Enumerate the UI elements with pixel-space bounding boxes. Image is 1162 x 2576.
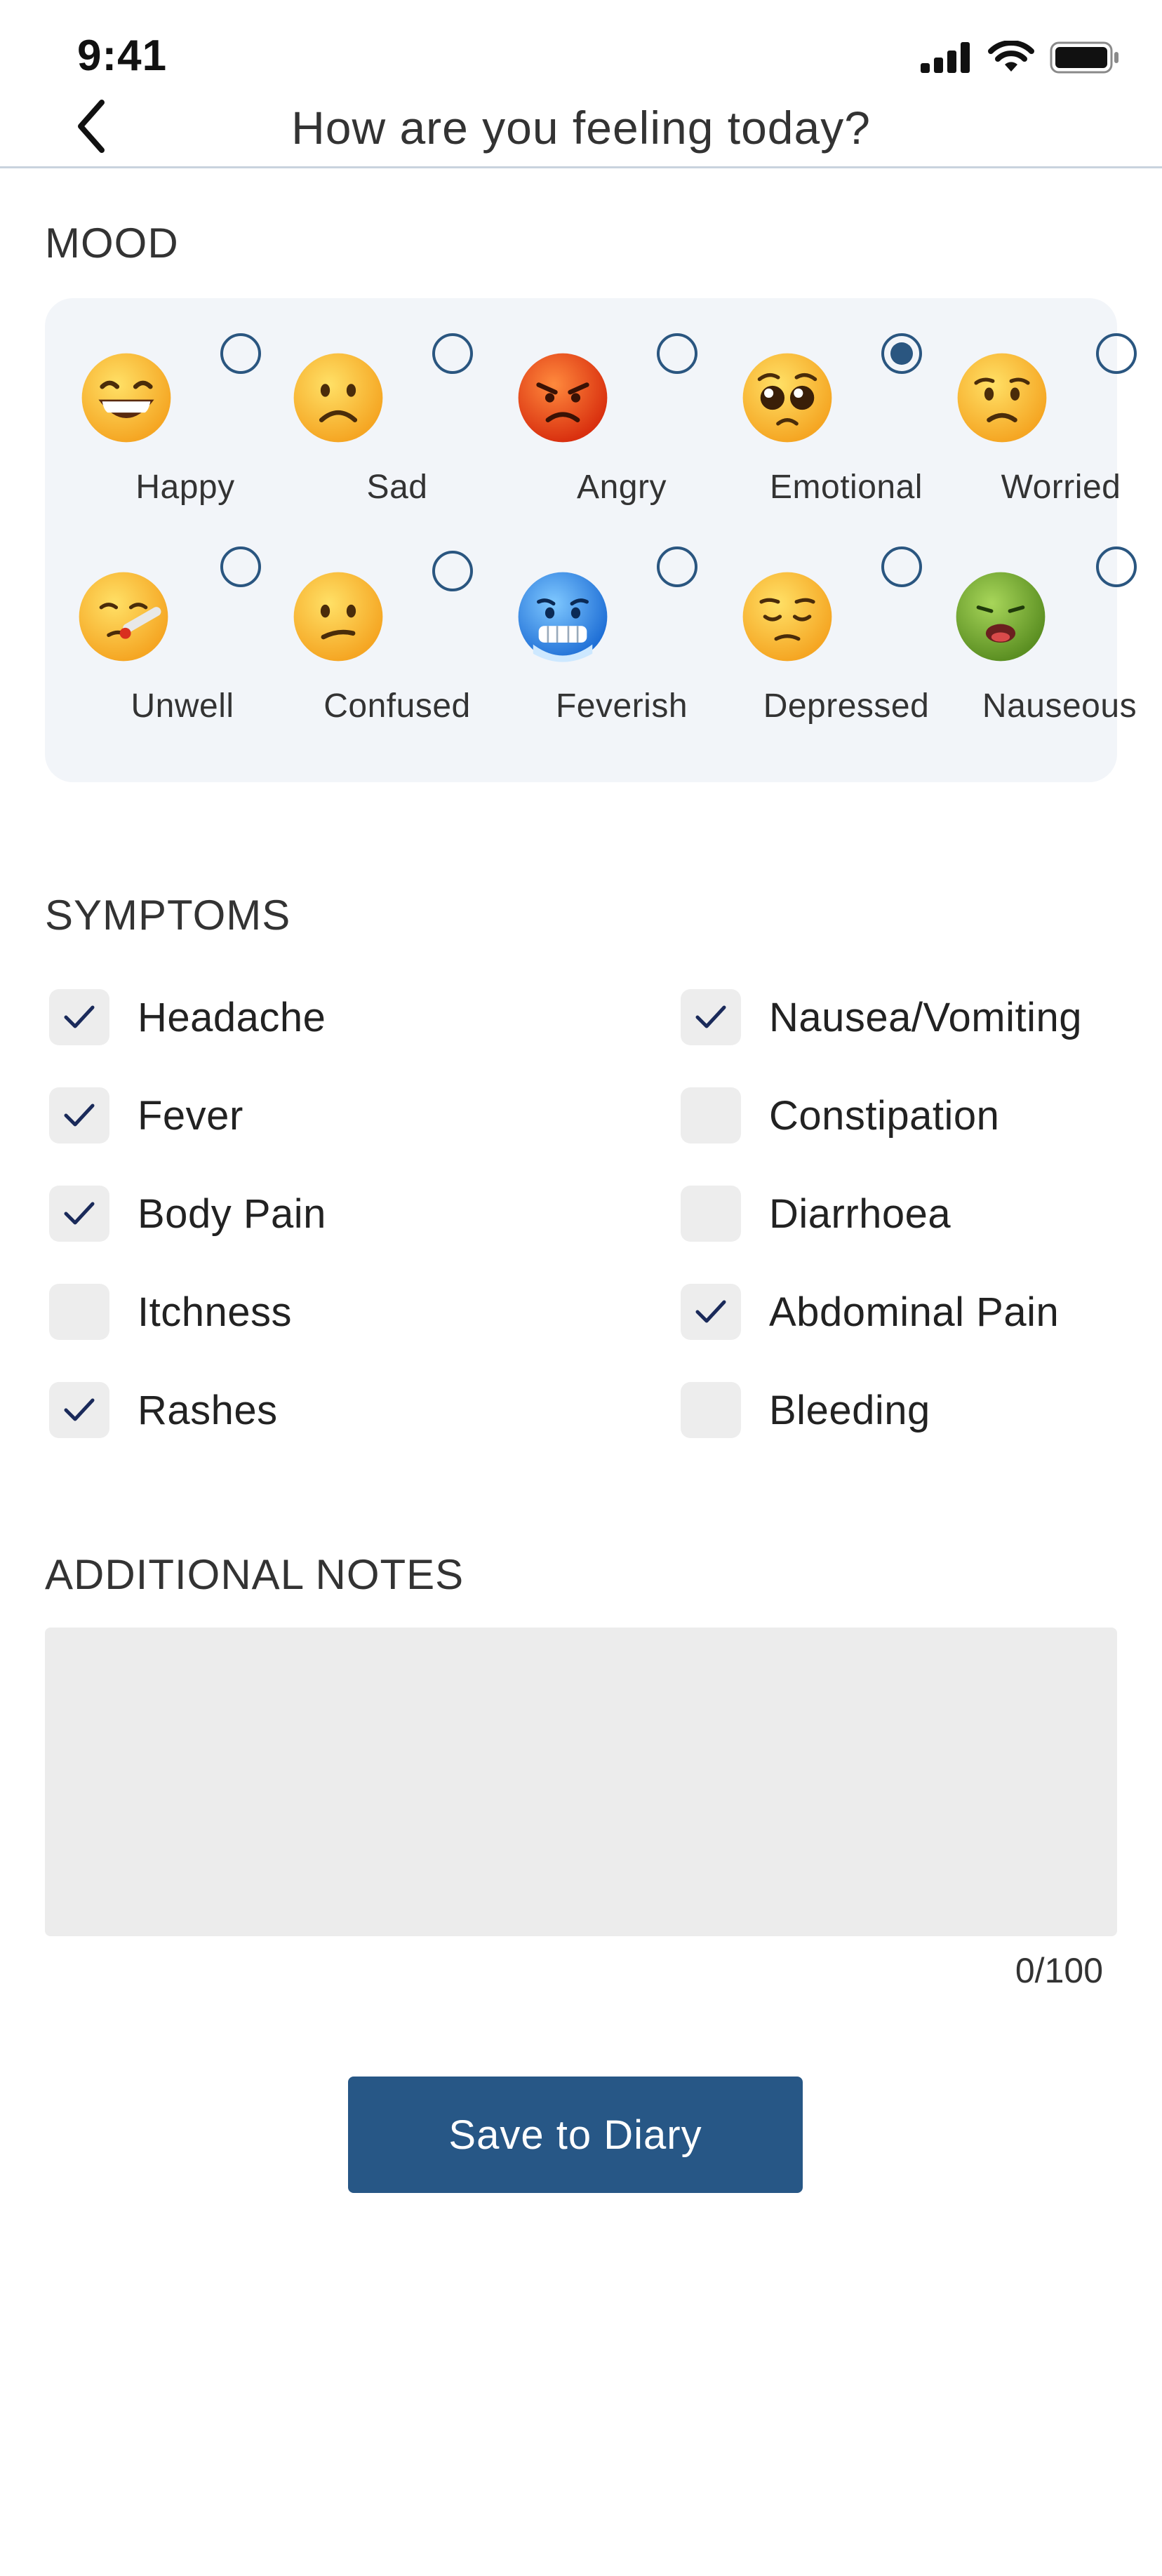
mood-label: Angry — [577, 469, 667, 506]
pleading-face-icon — [741, 351, 834, 444]
angry-face-icon — [516, 351, 609, 444]
cold-face-icon — [516, 570, 609, 663]
frowning-face-icon — [292, 351, 385, 444]
mood-label: Confused — [323, 687, 471, 725]
mood-radio-nauseous[interactable] — [1096, 546, 1137, 587]
mood-option-unwell[interactable] — [77, 531, 288, 725]
symptom-label: Headache — [138, 994, 326, 1040]
notes-section-title: ADDITIONAL NOTES — [45, 1551, 465, 1598]
mood-radio-emotional[interactable] — [881, 333, 922, 374]
symptom-checkbox[interactable] — [49, 1186, 109, 1242]
checkmark-icon — [63, 1005, 95, 1030]
mood-radio-happy[interactable] — [220, 333, 261, 374]
status-time: 9:41 — [77, 32, 168, 80]
checkmark-icon — [63, 1103, 95, 1128]
mood-option-nauseous[interactable] — [954, 531, 1162, 725]
page-title: How are you feeling today? — [291, 102, 871, 154]
mood-section-title: MOOD — [45, 220, 179, 267]
mood-option-worried[interactable] — [956, 312, 1162, 506]
mood-radio-unwell[interactable] — [220, 546, 261, 587]
symptom-label: Fever — [138, 1092, 243, 1139]
symptom-label: Itchness — [138, 1289, 292, 1335]
mood-radio-angry[interactable] — [657, 333, 697, 374]
mood-label: Happy — [135, 469, 235, 506]
symptom-abdominal-pain[interactable] — [681, 1284, 1059, 1340]
checkmark-icon — [63, 1397, 95, 1423]
symptoms-section-title: SYMPTOMS — [45, 892, 291, 939]
wifi-icon — [988, 41, 1034, 74]
status-bar — [0, 0, 1162, 91]
additional-notes-input[interactable] — [45, 1628, 1117, 1936]
worried-face-icon — [956, 351, 1048, 444]
char-counter: 0/100 — [1015, 1951, 1103, 1990]
symptom-constipation[interactable] — [681, 1087, 999, 1143]
mood-option-sad[interactable] — [292, 312, 502, 506]
symptom-label: Diarrhoea — [769, 1190, 951, 1237]
symptom-label: Body Pain — [138, 1190, 326, 1237]
mood-option-confused[interactable] — [292, 531, 502, 725]
symptom-bleeding[interactable] — [681, 1382, 930, 1438]
mood-radio-depressed[interactable] — [881, 546, 922, 587]
pensive-face-icon — [741, 570, 834, 663]
mood-label: Nauseous — [982, 687, 1137, 725]
symptom-headache[interactable] — [49, 989, 326, 1045]
symptom-checkbox[interactable] — [49, 989, 109, 1045]
mood-radio-confused[interactable] — [432, 551, 473, 591]
mood-label: Feverish — [555, 687, 688, 725]
mood-option-depressed[interactable] — [741, 531, 951, 725]
status-icons — [921, 41, 1120, 74]
symptom-rashes[interactable] — [49, 1382, 278, 1438]
save-to-diary-button[interactable]: Save to Diary — [348, 2077, 803, 2193]
header — [0, 91, 1162, 168]
checkmark-icon — [63, 1201, 95, 1226]
mood-radio-feverish[interactable] — [657, 546, 697, 587]
symptom-checkbox[interactable] — [49, 1382, 109, 1438]
nauseated-face-icon — [954, 570, 1047, 663]
symptom-fever[interactable] — [49, 1087, 243, 1143]
mood-radio-sad[interactable] — [432, 333, 473, 374]
symptom-body-pain[interactable] — [49, 1186, 326, 1242]
mood-label: Worried — [1001, 469, 1121, 506]
grinning-face-icon — [80, 351, 173, 444]
mood-label: Depressed — [763, 687, 930, 725]
symptom-checkbox[interactable] — [681, 1186, 741, 1242]
mood-option-angry[interactable] — [516, 312, 727, 506]
thermometer-face-icon — [77, 570, 170, 663]
symptom-checkbox[interactable] — [49, 1284, 109, 1340]
mood-panel — [45, 298, 1137, 782]
battery-icon — [1050, 41, 1120, 74]
mood-label: Unwell — [131, 687, 234, 725]
checkmark-icon — [695, 1299, 727, 1324]
symptom-checkbox[interactable] — [681, 1382, 741, 1438]
confused-face-icon — [292, 570, 385, 663]
mood-option-happy[interactable] — [80, 312, 290, 506]
symptom-checkbox[interactable] — [681, 1087, 741, 1143]
symptom-checkbox[interactable] — [681, 1284, 741, 1340]
mood-label: Sad — [366, 469, 428, 506]
symptom-label: Bleeding — [769, 1387, 930, 1433]
symptom-checkbox[interactable] — [49, 1087, 109, 1143]
mood-option-feverish[interactable] — [516, 531, 727, 725]
symptom-label: Rashes — [138, 1387, 278, 1433]
symptom-label: Constipation — [769, 1092, 1000, 1139]
mood-option-emotional[interactable] — [741, 312, 951, 506]
symptom-label: Abdominal Pain — [769, 1289, 1060, 1335]
symptom-checkbox[interactable] — [681, 989, 741, 1045]
symptom-nausea-vomiting[interactable] — [681, 989, 1082, 1045]
mood-radio-worried[interactable] — [1096, 333, 1137, 374]
symptom-itchness[interactable] — [49, 1284, 292, 1340]
symptom-label: Nausea/Vomiting — [769, 994, 1082, 1040]
symptom-diarrhoea[interactable] — [681, 1186, 951, 1242]
cellular-signal-icon — [921, 42, 973, 73]
checkmark-icon — [695, 1005, 727, 1030]
mood-label: Emotional — [770, 469, 923, 506]
